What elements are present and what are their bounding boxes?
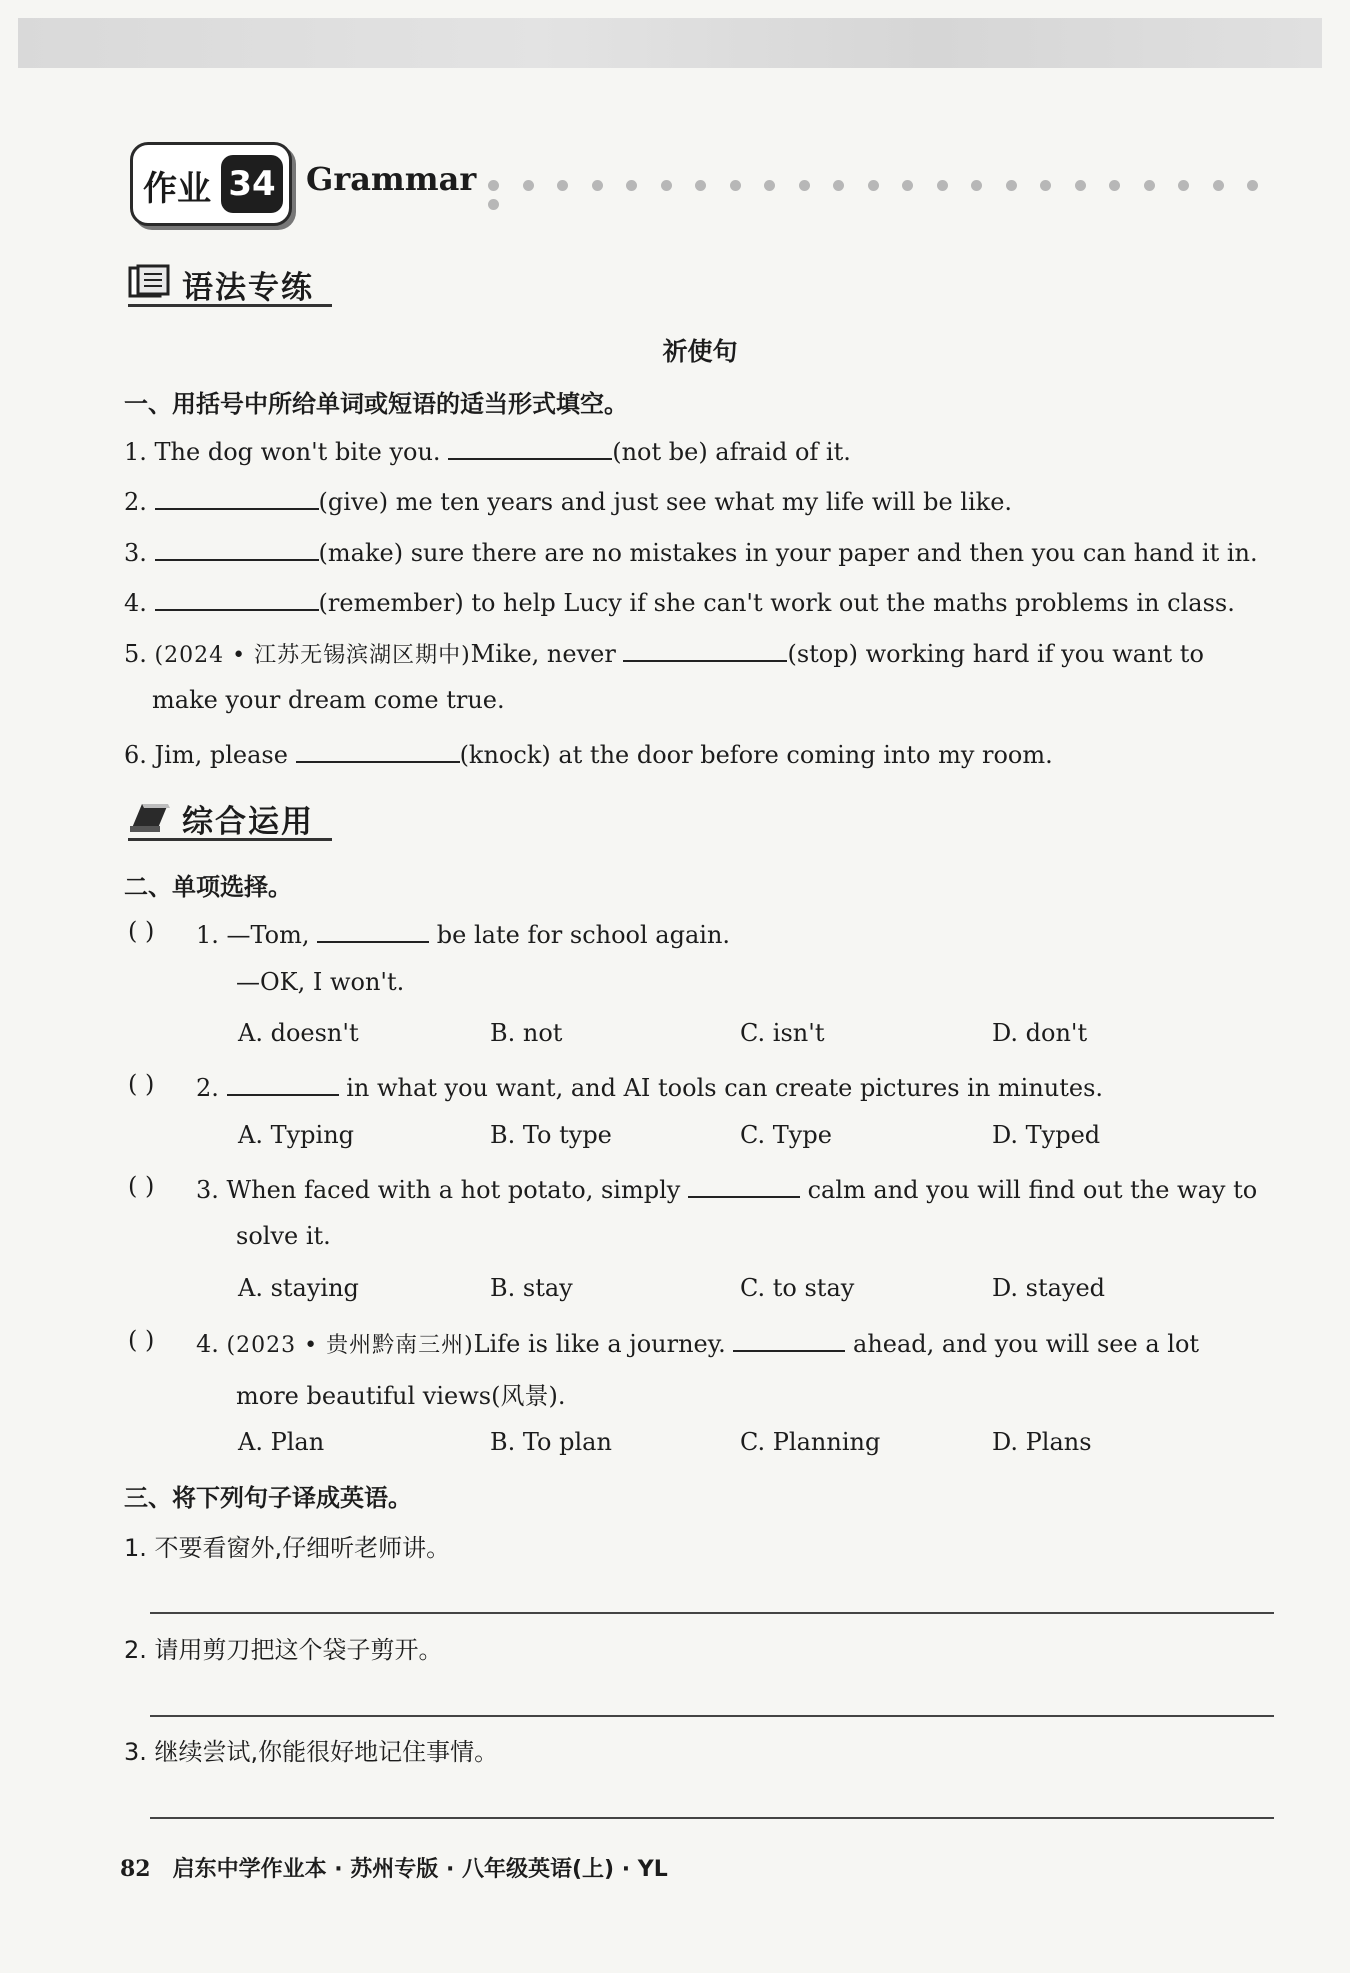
assignment-badge [130, 142, 292, 226]
question-text: 3. When faced with a hot potato, simply [196, 1176, 681, 1204]
dot [1109, 180, 1120, 191]
dot [1144, 180, 1155, 191]
dot [971, 180, 982, 191]
answer-blank[interactable] [155, 484, 319, 510]
answer-blank [227, 1070, 339, 1096]
option-c[interactable]: C. Planning [740, 1428, 881, 1456]
option-a[interactable]: A. doesn't [238, 1019, 359, 1047]
translate-item-3: 3. 继续尝试,你能很好地记住事情。 [124, 1738, 499, 1766]
mc-question-1-reply: —OK, I won't. [236, 968, 405, 996]
book-icon [128, 798, 176, 834]
topic-title: 祈使句 [662, 337, 738, 366]
option-c[interactable]: C. Type [740, 1121, 832, 1149]
question-text: ahead, and you will see a lot [853, 1330, 1200, 1358]
answer-paren[interactable]: ( ) [128, 1070, 155, 1098]
question-text: Life is like a journey. [473, 1330, 726, 1358]
item-text: (give) me ten years and just see what my life will be like. [318, 488, 1013, 516]
fill-item-2 [124, 484, 1012, 516]
mc-question-1 [196, 917, 730, 949]
option-b[interactable]: B. To plan [490, 1428, 612, 1456]
part3-title: 三、将下列句子译成英语。 [124, 1484, 412, 1512]
dotted-rule [488, 176, 1308, 190]
dot [592, 180, 603, 191]
option-c[interactable]: C. to stay [740, 1274, 855, 1302]
dot [937, 180, 948, 191]
mc-question-3 [196, 1172, 1257, 1204]
answer-blank [688, 1172, 800, 1198]
question-text: calm and you will find out the way to [807, 1176, 1258, 1204]
dot [661, 180, 672, 191]
item-text: (knock) at the door before coming into my room. [459, 741, 1053, 769]
answer-blank[interactable] [448, 434, 612, 460]
option-b[interactable]: B. To type [490, 1121, 612, 1149]
book-title: 启东中学作业本 · 苏州专版 · 八年级英语(上) · YL [172, 1857, 668, 1882]
dot [1040, 180, 1051, 191]
dot [695, 180, 706, 191]
answer-paren[interactable]: ( ) [128, 1326, 155, 1354]
option-d[interactable]: D. don't [992, 1019, 1088, 1047]
item-text: (remember) to help Lucy if she can't work out the maths problems in class. [318, 589, 1235, 617]
answer-blank[interactable] [296, 737, 460, 763]
option-a[interactable]: A. Typing [238, 1121, 355, 1149]
section-title: 综合运用 [182, 804, 314, 840]
item-number: 2. [124, 488, 147, 516]
answer-paren[interactable]: ( ) [128, 917, 155, 945]
dot [730, 180, 741, 191]
answer-blank[interactable] [155, 535, 319, 561]
dot [1178, 180, 1189, 191]
dot [1075, 180, 1086, 191]
section-heading-grammar [128, 262, 332, 307]
notebook-icon [128, 264, 176, 300]
answer-line[interactable] [150, 1612, 1274, 1614]
translate-item-2: 2. 请用剪刀把这个袋子剪开。 [124, 1636, 443, 1664]
mc-question-2 [196, 1070, 1103, 1102]
fill-item-4 [124, 585, 1235, 617]
answer-line[interactable] [150, 1817, 1274, 1819]
option-c[interactable]: C. isn't [740, 1019, 825, 1047]
question-text: in what you want, and AI tools can create pictures in minutes. [346, 1074, 1104, 1102]
option-a[interactable]: A. Plan [238, 1428, 325, 1456]
dot [799, 180, 810, 191]
mc-question-3-cont: solve it. [236, 1222, 331, 1250]
badge-label: 作业 [143, 169, 211, 209]
top-scan-band [18, 18, 1322, 68]
dot [523, 180, 534, 191]
page-footer [120, 1852, 668, 1883]
fill-item-5 [124, 636, 1204, 669]
answer-line[interactable] [150, 1715, 1274, 1717]
question-text: be late for school again. [436, 921, 731, 949]
dot [868, 180, 879, 191]
option-a[interactable]: A. staying [238, 1274, 359, 1302]
dot [1006, 180, 1017, 191]
item-number: 3. [124, 539, 147, 567]
option-d[interactable]: D. Plans [992, 1428, 1092, 1456]
source-note: (2024 • 江苏无锡滨湖区期中) [154, 643, 471, 668]
source-note: (2023 • 贵州黔南三州) [226, 1333, 474, 1358]
item-text: (not be) afraid of it. [612, 438, 851, 466]
question-number: 2. [196, 1074, 219, 1102]
dot [1247, 180, 1258, 191]
dot [902, 180, 913, 191]
part2-title: 二、单项选择。 [124, 873, 292, 901]
dot [557, 180, 568, 191]
option-b[interactable]: B. not [490, 1019, 563, 1047]
page-title: Grammar [306, 160, 477, 198]
item-text: (make) sure there are no mistakes in your paper and then you can hand it in. [318, 539, 1258, 567]
question-text: 1. —Tom, [196, 921, 310, 949]
dot [488, 199, 499, 210]
answer-blank[interactable] [155, 585, 319, 611]
answer-blank[interactable] [623, 636, 787, 662]
item-text: 6. Jim, please [124, 741, 288, 769]
dot [488, 180, 499, 191]
dot [626, 180, 637, 191]
option-d[interactable]: D. Typed [992, 1121, 1101, 1149]
fill-item-5-cont: make your dream come true. [152, 686, 505, 714]
part1-title: 一、用括号中所给单词或短语的适当形式填空。 [124, 390, 628, 418]
item-text: (stop) working hard if you want to [787, 640, 1204, 668]
dot [764, 180, 775, 191]
option-b[interactable]: B. stay [490, 1274, 573, 1302]
item-text: 1. The dog won't bite you. [124, 438, 441, 466]
fill-item-1 [124, 434, 851, 466]
section-title: 语法专练 [182, 270, 314, 306]
item-text: Mike, never [470, 640, 616, 668]
question-number: 4. [196, 1330, 227, 1358]
dot [1213, 180, 1224, 191]
page-number: 82 [120, 1856, 151, 1882]
translate-item-1: 1. 不要看窗外,仔细听老师讲。 [124, 1534, 451, 1562]
answer-blank [317, 917, 429, 943]
fill-item-6 [124, 737, 1053, 769]
dot [833, 180, 844, 191]
option-d[interactable]: D. stayed [992, 1274, 1106, 1302]
section-heading-practice [128, 796, 332, 841]
badge-number: 34 [221, 155, 283, 213]
answer-blank [733, 1326, 845, 1352]
mc-question-4 [196, 1326, 1199, 1359]
mc-question-4-cont: more beautiful views(风景). [236, 1382, 566, 1410]
item-number: 4. [124, 589, 147, 617]
answer-paren[interactable]: ( ) [128, 1172, 155, 1200]
item-number: 5. [124, 640, 155, 668]
fill-item-3 [124, 535, 1258, 567]
